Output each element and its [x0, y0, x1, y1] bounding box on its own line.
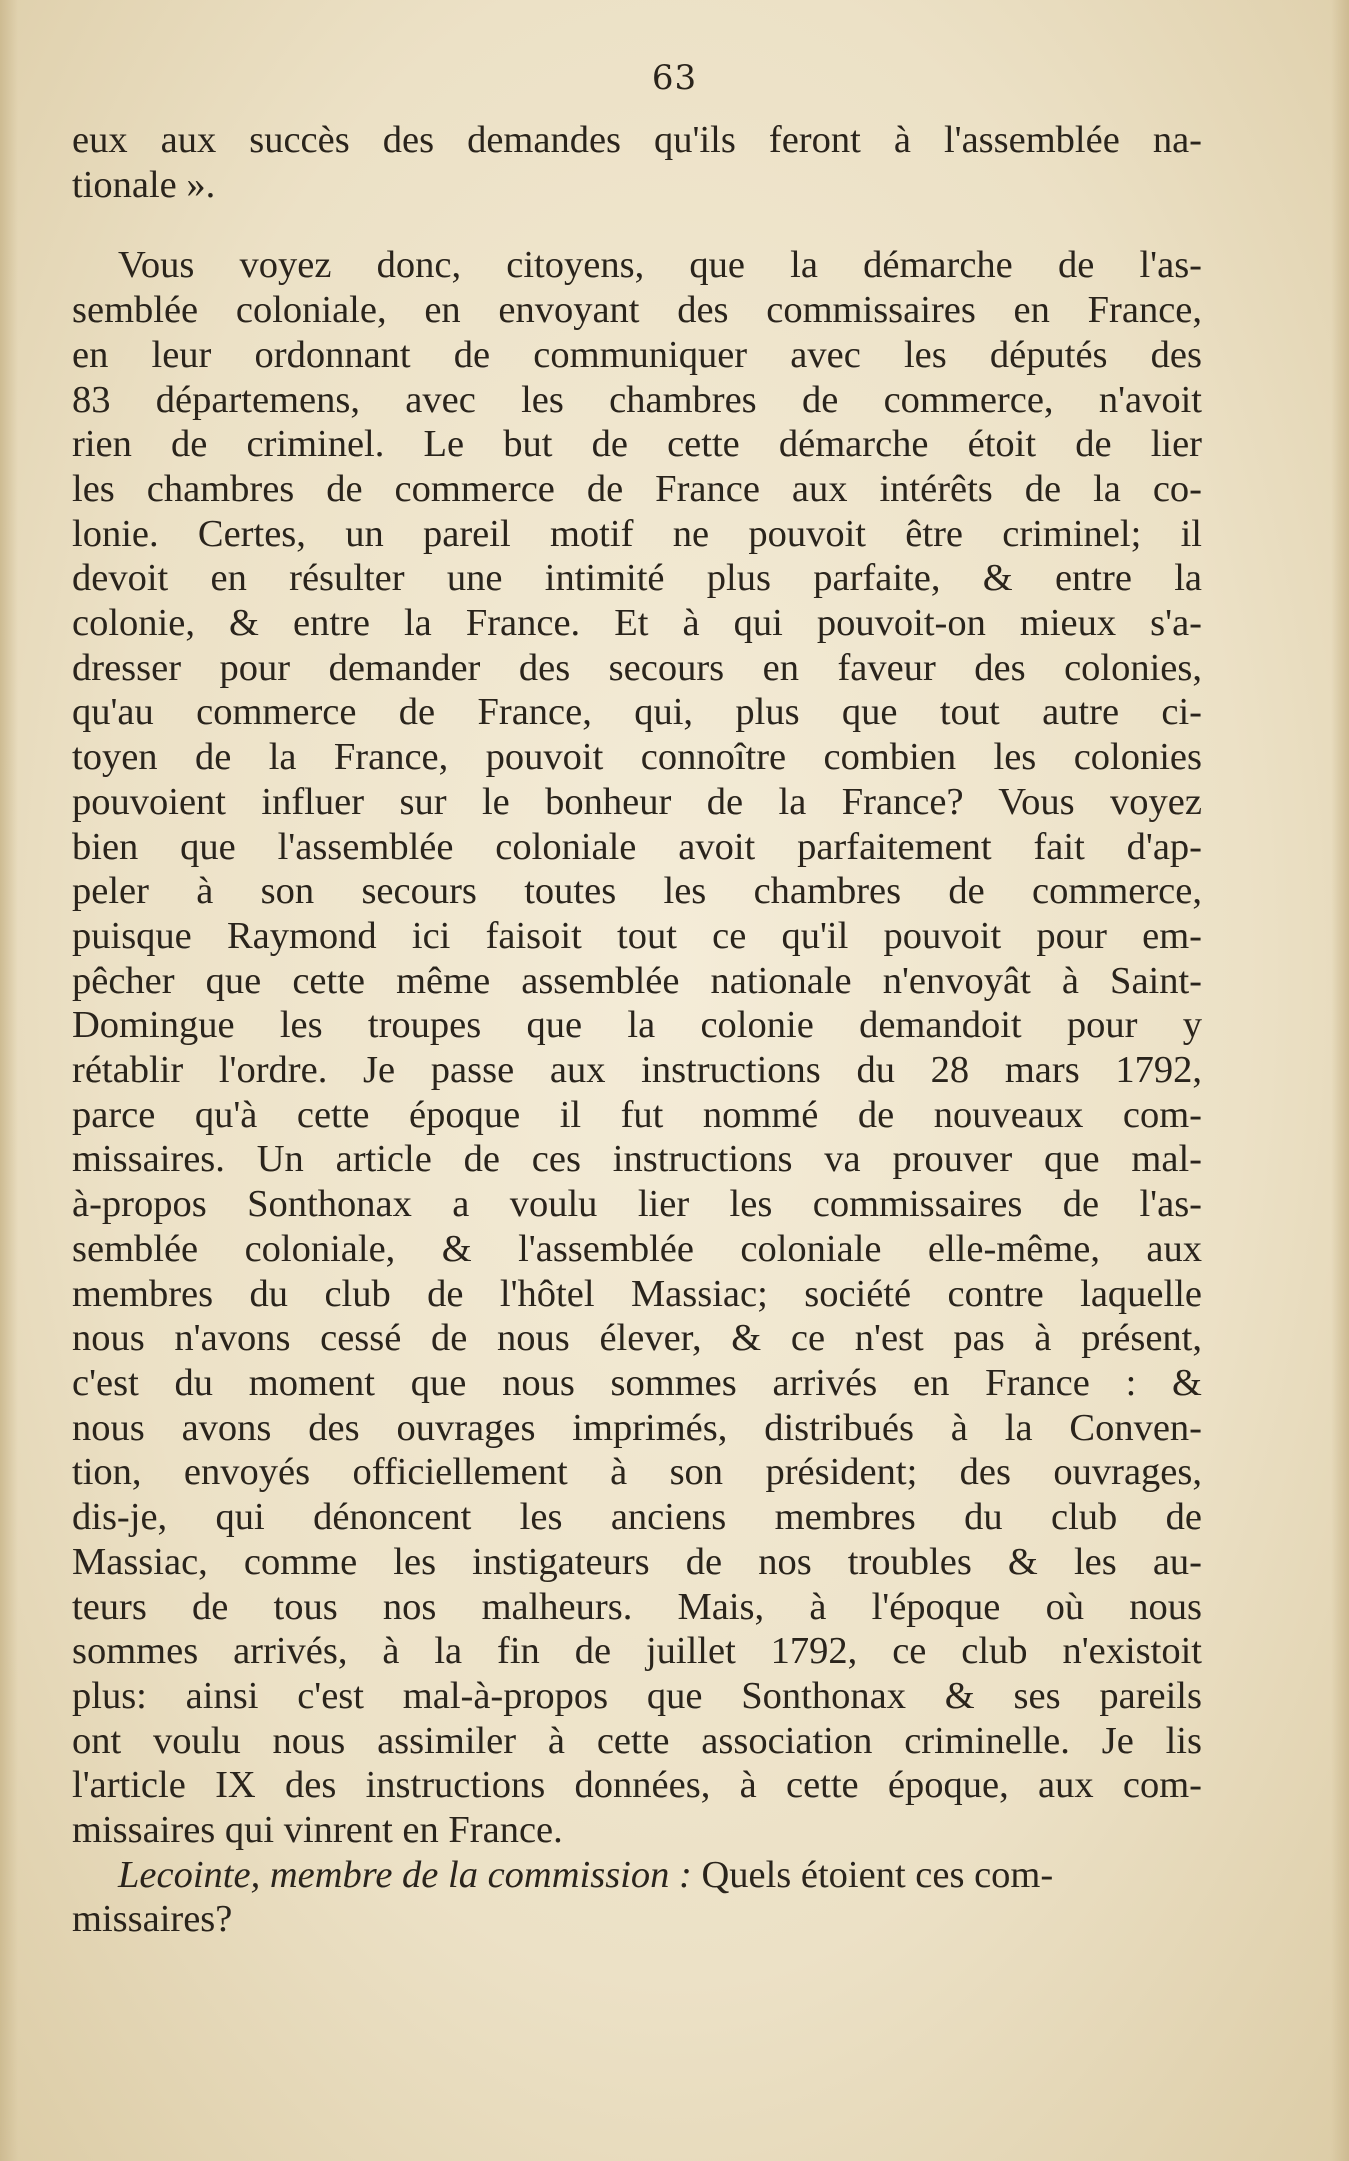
- text-line: teurs de tous nos malheurs. Mais, à l'époque où nous: [72, 1585, 1202, 1628]
- text-line: plus: ainsi c'est mal-à-propos que Sonthonax & ses pareils: [72, 1674, 1202, 1717]
- text-line: parce qu'à cette époque il fut nommé de nouveaux com-: [72, 1093, 1202, 1136]
- text-line: Domingue les troupes que la colonie demandoit pour y: [72, 1004, 1202, 1047]
- text-line: rien de criminel. Le but de cette démarche étoit de lier: [72, 423, 1202, 466]
- page-number: 63: [651, 58, 698, 98]
- text-line: puisque Raymond ici faisoit tout ce qu'il pouvoit pour em-: [72, 914, 1202, 957]
- dialogue-question-part-1: Quels étoient ces com-: [691, 1853, 1054, 1896]
- paragraph-gap: [72, 207, 1202, 243]
- text-line: bien que l'assemblée coloniale avoit parfaitement fait d'ap-: [72, 825, 1202, 868]
- text-line: dresser pour demander des secours en faveur des colonies,: [72, 646, 1202, 689]
- text-line: pêcher que cette même assemblée nationale n'envoyât à Saint-: [72, 959, 1202, 1002]
- text-line: tionale ».: [72, 163, 216, 206]
- text-line: à-propos Sonthonax a voulu lier les commissaires de l'as-: [72, 1183, 1202, 1226]
- paragraphs-container: [72, 118, 1202, 1853]
- text-line: tion, envoyés officiellement à son président; des ouvrages,: [72, 1451, 1202, 1494]
- text-line: lonie. Certes, un pareil motif ne pouvoit être criminel; il: [72, 512, 1202, 555]
- text-line: missaires. Un article de ces instructions va prouver que mal-: [72, 1138, 1202, 1181]
- text-line: nous n'avons cessé de nous élever, & ce n'est pas à présent,: [72, 1317, 1202, 1360]
- text-line: Massiac, comme les instigateurs de nos troubles & les au-: [72, 1540, 1202, 1583]
- body-text: [72, 118, 1202, 1942]
- text-line: qu'au commerce de France, qui, plus que tout autre ci-: [72, 691, 1202, 734]
- text-line: semblée coloniale, en envoyant des commissaires en France,: [72, 289, 1202, 332]
- speaker-name: Lecointe, membre de la commission :: [118, 1853, 692, 1896]
- text-line: dis-je, qui dénoncent les anciens membres du club de: [72, 1496, 1202, 1539]
- text-line: l'article IX des instructions données, à cette époque, aux com-: [72, 1764, 1202, 1807]
- text-line: nous avons des ouvrages imprimés, distribués à la Conven-: [72, 1406, 1202, 1449]
- text-line: sommes arrivés, à la fin de juillet 1792, ce club n'existoit: [72, 1630, 1202, 1673]
- text-line: membres du club de l'hôtel Massiac; société contre laquelle: [72, 1272, 1202, 1315]
- page-edge-right: [1331, 0, 1349, 2161]
- text-line: rétablir l'ordre. Je passe aux instructions du 28 mars 1792,: [72, 1049, 1202, 1092]
- text-line: c'est du moment que nous sommes arrivés en France : &: [72, 1361, 1202, 1404]
- text-line: ont voulu nous assimiler à cette association criminelle. Je lis: [72, 1719, 1202, 1762]
- text-line: eux aux succès des demandes qu'ils feront à l'assemblée na-: [72, 119, 1202, 161]
- dialogue-line-1: [72, 1853, 1202, 1898]
- text-line: en leur ordonnant de communiquer avec les députés des: [72, 333, 1202, 376]
- text-line: pouvoient influer sur le bonheur de la France? Vous voyez: [72, 780, 1202, 823]
- text-line: missaires qui vinrent en France.: [72, 1809, 563, 1852]
- text-line: Vous voyez donc, citoyens, que la démarche de l'as-: [118, 244, 1202, 287]
- text-line: 83 départemens, avec les chambres de commerce, n'avoit: [72, 378, 1202, 421]
- text-line: les chambres de commerce de France aux intérêts de la co-: [72, 467, 1202, 510]
- text-line: devoit en résulter une intimité plus parfaite, & entre la: [72, 557, 1202, 600]
- dialogue-line-2: missaires?: [72, 1898, 233, 1941]
- text-line: colonie, & entre la France. Et à qui pouvoit-on mieux s'a-: [72, 602, 1202, 645]
- page-edge-left: [0, 0, 18, 2161]
- text-line: toyen de la France, pouvoit connoître combien les colonies: [72, 736, 1202, 779]
- text-line: peler à son secours toutes les chambres de commerce,: [72, 870, 1202, 913]
- text-line: semblée coloniale, & l'assemblée coloniale elle-même, aux: [72, 1227, 1202, 1270]
